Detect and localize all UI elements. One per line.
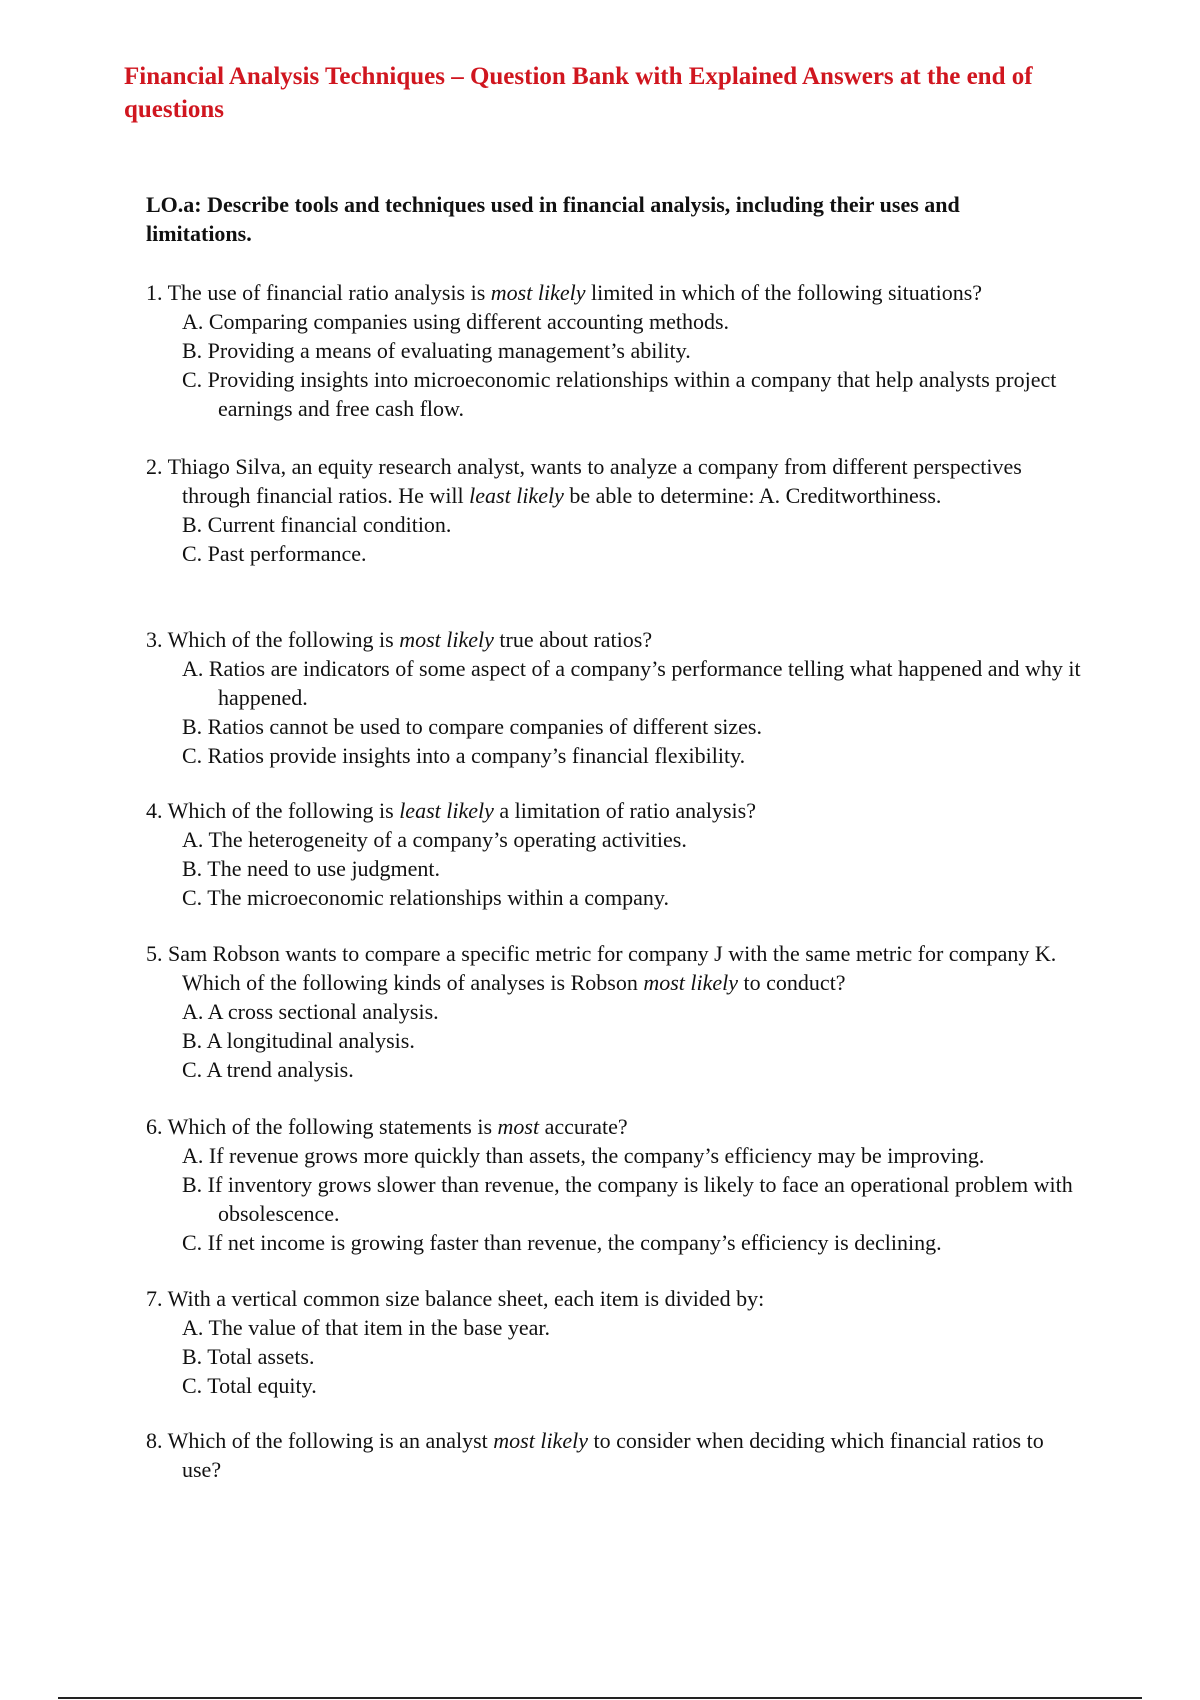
stem-text: true about ratios? [499, 627, 653, 652]
question-number: 3. [146, 627, 163, 652]
stem-text: accurate? [544, 1114, 628, 1139]
option-b: B. The need to use judgment. [182, 856, 441, 881]
stem-text: limited in which of the following situations? [591, 280, 983, 305]
option-a: A. Comparing companies using different accounting methods. [182, 309, 730, 334]
question-stem [146, 1112, 1086, 1141]
stem-emphasis: least likely [399, 798, 494, 823]
question-3 [146, 625, 1086, 770]
stem-text: The use of financial ratio analysis is [167, 280, 486, 305]
stem-text: Which of the following is [167, 627, 394, 652]
stem-emphasis: most likely [643, 970, 739, 995]
stem-emphasis: most likely [399, 627, 494, 652]
question-number: 6. [146, 1114, 163, 1139]
stem-text: Which of the following statements is [167, 1114, 493, 1139]
option-c: C. A trend analysis. [182, 1057, 354, 1082]
stem-emphasis: most [497, 1114, 540, 1139]
option-b: B. If inventory grows slower than revenue, the company is likely to face an operational problem with obsolescence. [182, 1172, 1073, 1226]
option-b: B. Ratios cannot be used to compare companies of different sizes. [182, 714, 762, 739]
question-4 [146, 796, 1086, 912]
stem-text: Sam Robson wants to compare a specific metric for company J with the same metric for company K. Which of the following kinds of analyses is Robson [168, 941, 1057, 995]
option-c: C. If net income is growing faster than revenue, the company’s efficiency is declining. [182, 1230, 942, 1255]
option-b: B. Current financial condition. [182, 512, 452, 537]
question-number: 2. [146, 454, 163, 479]
stem-text: Which of the following is [167, 798, 394, 823]
question-stem [146, 1284, 1086, 1313]
option-b: B. A longitudinal analysis. [182, 1028, 415, 1053]
option-c: C. Total equity. [182, 1373, 317, 1398]
stem-text: Thiago Silva, an equity research analyst, wants to analyze a company from different perspectives through financial ratios. He will [167, 454, 1022, 508]
stem-text: With a vertical common size balance sheet, each item is divided by: [167, 1286, 765, 1311]
question-stem [146, 625, 1086, 654]
option-c: C. The microeconomic relationships within a company. [182, 885, 669, 910]
stem-emphasis: most likely [493, 1428, 588, 1453]
question-5 [146, 939, 1086, 1084]
question-7 [146, 1284, 1086, 1400]
document-title: Financial Analysis Techniques – Question Bank with Explained Answers at the end of questions [124, 63, 1033, 123]
option-c: C. Ratios provide insights into a company’s financial flexibility. [182, 743, 746, 768]
question-number: 7. [146, 1286, 163, 1311]
option-a: A. If revenue grows more quickly than assets, the company’s efficiency may be improving. [182, 1143, 985, 1168]
stem-text: to conduct? [743, 970, 846, 995]
stem-text: be able to determine: A. Creditworthiness. [569, 483, 942, 508]
option-c: C. Providing insights into microeconomic relationships within a company that help analysts project earnings and free cash flow. [182, 367, 1057, 421]
stem-emphasis: most likely [490, 280, 586, 305]
option-a: A. The heterogeneity of a company’s operating activities. [182, 827, 687, 852]
page-bottom-divider [58, 1697, 1142, 1699]
option-b: B. Providing a means of evaluating management’s ability. [182, 338, 691, 363]
stem-emphasis: least likely [469, 483, 564, 508]
question-number: 1. [146, 280, 163, 305]
question-6 [146, 1112, 1086, 1257]
stem-text: to consider when deciding which financial ratios to use? [182, 1428, 1044, 1482]
option-a: A. The value of that item in the base year. [182, 1315, 550, 1340]
question-8 [146, 1426, 1086, 1484]
question-stem [146, 796, 1086, 825]
question-stem [146, 939, 1086, 997]
question-stem [146, 1426, 1086, 1484]
stem-text: Which of the following is an analyst [167, 1428, 488, 1453]
question-number: 5. [146, 941, 163, 966]
learning-objective-heading: LO.a: Describe tools and techniques used in financial analysis, including their uses and limitations. [146, 192, 960, 246]
question-2 [146, 452, 1086, 568]
question-number: 4. [146, 798, 163, 823]
option-b: B. Total assets. [182, 1344, 315, 1369]
option-a: A. A cross sectional analysis. [182, 999, 439, 1024]
option-c: C. Past performance. [182, 541, 367, 566]
stem-text: a limitation of ratio analysis? [499, 798, 756, 823]
question-stem [146, 278, 1086, 307]
question-number: 8. [146, 1428, 163, 1453]
question-1 [146, 278, 1086, 423]
question-stem [146, 452, 1086, 510]
option-a: A. Ratios are indicators of some aspect of a company’s performance telling what happened and why it happened. [182, 656, 1081, 710]
